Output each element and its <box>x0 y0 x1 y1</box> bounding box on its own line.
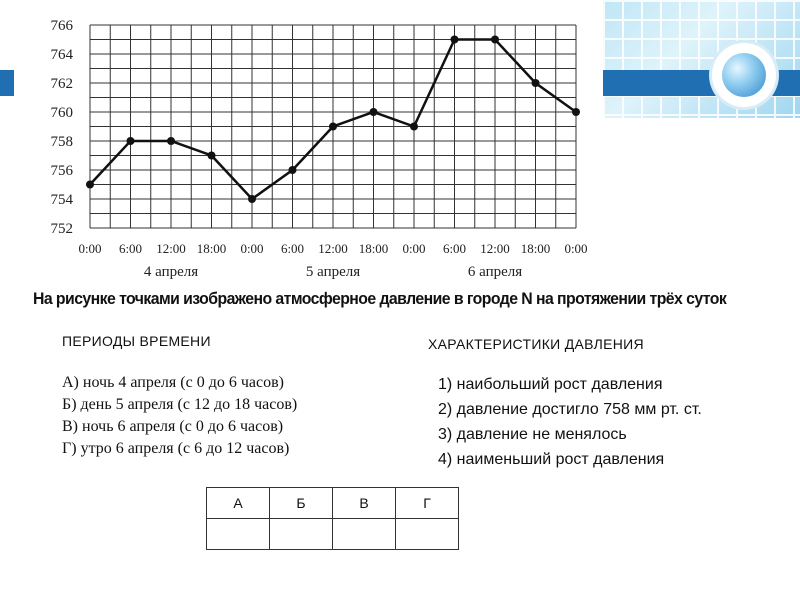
answer-header: Г <box>396 488 459 519</box>
answer-header: В <box>333 488 396 519</box>
x-tick-label: 18:00 <box>358 241 389 256</box>
x-tick-label: 6:00 <box>118 241 143 256</box>
x-tick-label: 0:00 <box>402 241 426 256</box>
x-tick-label: 6:00 <box>442 241 467 256</box>
y-tick-label: 756 <box>50 163 73 179</box>
characteristic-item: 4) наименьший рост давления <box>438 451 665 468</box>
answer-cell[interactable] <box>333 519 396 550</box>
period-item: В) ночь 6 апреля (с 0 до 6 часов) <box>62 418 284 435</box>
period-item: Г) утро 6 апреля (с 6 до 12 часов) <box>62 440 290 457</box>
answer-cell[interactable] <box>270 519 333 550</box>
day-label: 4 апреля <box>143 264 199 280</box>
pressure-chart <box>0 0 800 290</box>
y-tick-label: 752 <box>50 221 73 237</box>
data-point <box>127 137 135 145</box>
x-tick-label: 0:00 <box>564 241 588 256</box>
day-labels <box>144 264 522 280</box>
x-tick-label: 18:00 <box>196 241 227 256</box>
characteristic-item: 3) давление не менялось <box>438 426 627 443</box>
day-label: 5 апреля <box>305 264 361 280</box>
y-tick-label: 766 <box>50 18 73 34</box>
day-label: 6 апреля <box>467 264 523 280</box>
x-tick-label: 6:00 <box>280 241 305 256</box>
answer-input-row <box>207 519 459 550</box>
answer-cell[interactable] <box>396 519 459 550</box>
y-axis-ticks <box>51 18 74 237</box>
y-tick-label: 760 <box>50 105 73 121</box>
answer-header: Б <box>270 488 333 519</box>
data-point <box>167 137 175 145</box>
data-point <box>86 181 94 189</box>
periods-heading: ПЕРИОДЫ ВРЕМЕНИ <box>62 333 211 349</box>
period-item: Б) день 5 апреля (с 12 до 18 часов) <box>62 396 298 413</box>
periods-list <box>62 372 297 460</box>
data-point <box>532 79 540 87</box>
data-point <box>451 36 459 44</box>
answer-header: А <box>207 488 270 519</box>
y-tick-label: 764 <box>50 47 73 63</box>
x-tick-label: 0:00 <box>78 241 102 256</box>
y-tick-label: 758 <box>50 134 73 150</box>
data-point <box>289 166 297 174</box>
data-point <box>410 123 418 131</box>
x-tick-label: 12:00 <box>318 241 348 256</box>
period-item: А) ночь 4 апреля (с 0 до 6 часов) <box>62 374 284 391</box>
data-point <box>572 108 580 116</box>
x-axis-ticks <box>78 241 587 256</box>
x-tick-label: 0:00 <box>240 241 264 256</box>
x-tick-label: 18:00 <box>520 241 551 256</box>
characteristic-item: 1) наибольший рост давления <box>438 376 663 393</box>
characteristics-list <box>438 372 702 472</box>
data-point <box>370 108 378 116</box>
x-tick-label: 12:00 <box>480 241 510 256</box>
data-point <box>329 123 337 131</box>
answer-table <box>206 487 459 550</box>
characteristics-heading: ХАРАКТЕРИСТИКИ ДАВЛЕНИЯ <box>428 336 644 352</box>
answer-cell[interactable] <box>207 519 270 550</box>
y-tick-label: 762 <box>50 76 73 92</box>
data-point <box>208 152 216 160</box>
data-point <box>248 195 256 203</box>
chart-caption: На рисунке точками изображено атмосферное давление в городе N на протяжении трёх суток <box>33 289 727 308</box>
characteristic-item: 2) давление достигло 758 мм рт. ст. <box>438 401 702 418</box>
y-tick-label: 754 <box>50 192 73 208</box>
data-point <box>491 36 499 44</box>
answer-header-row <box>207 488 459 519</box>
x-tick-label: 12:00 <box>156 241 186 256</box>
